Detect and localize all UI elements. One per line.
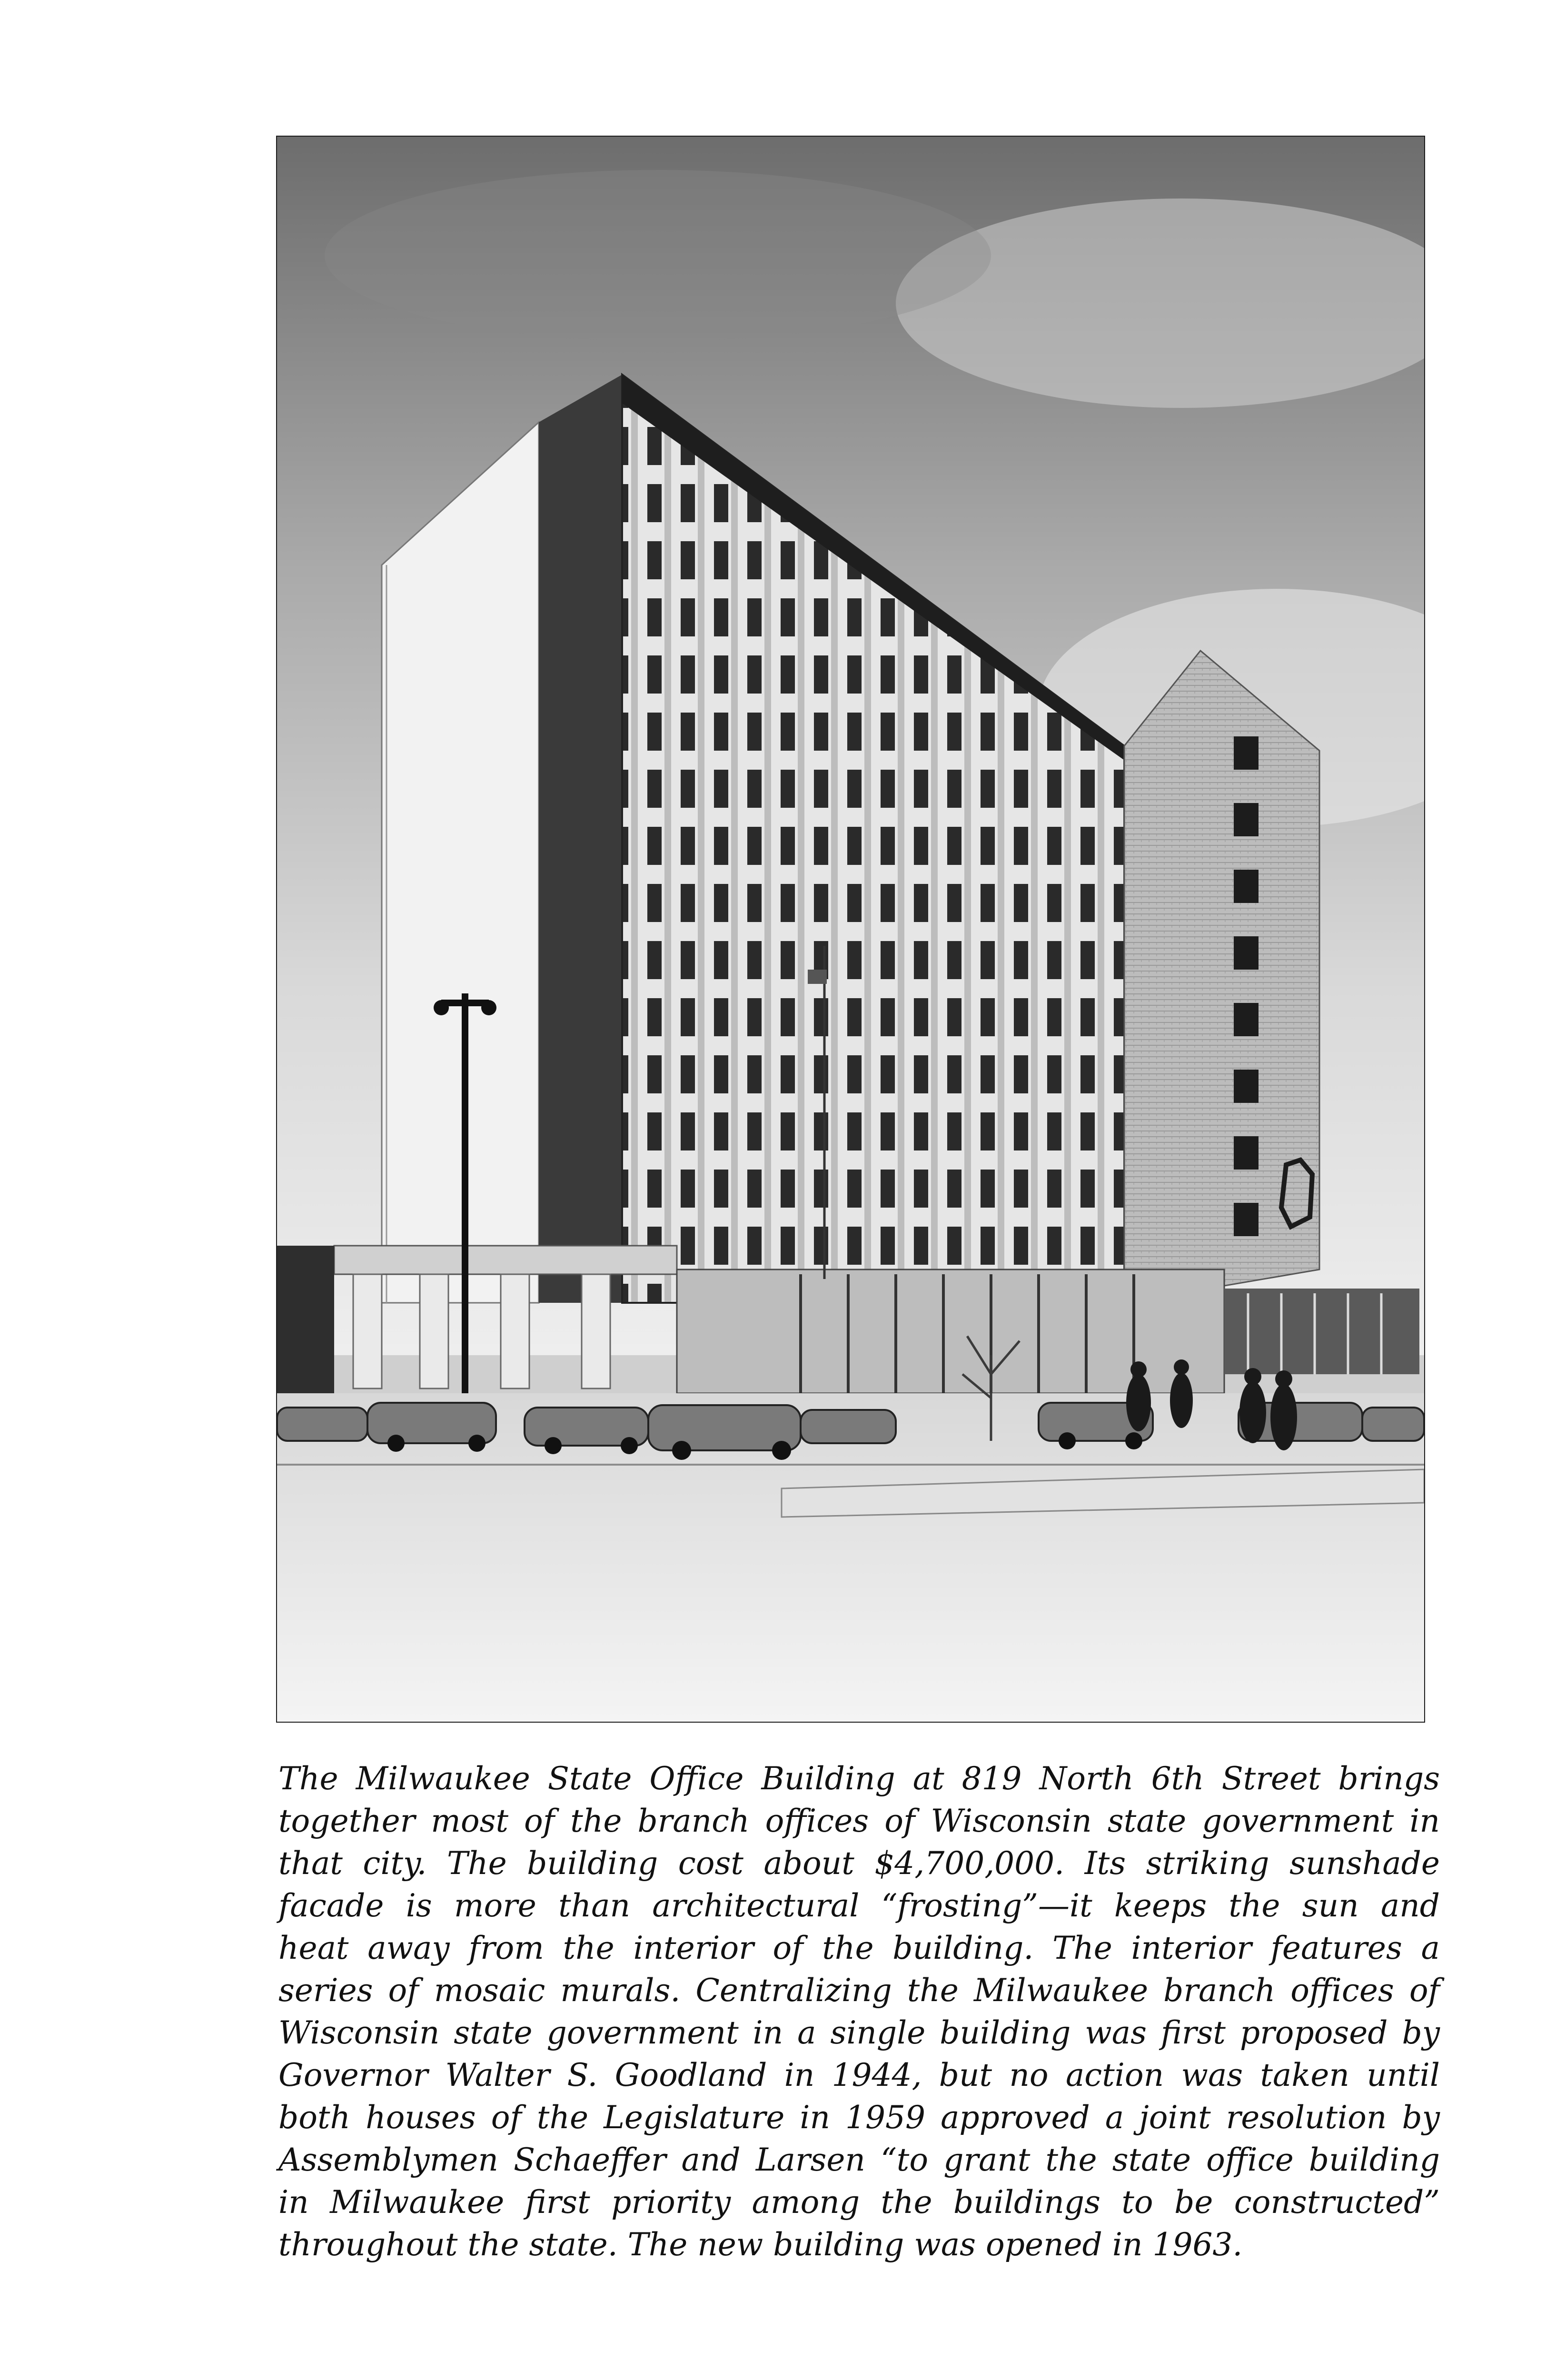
caption-line: Governor Walter S. Goodland in 1944, but no action was taken until — [278, 2057, 1440, 2093]
caption-line: together most of the branch offices of Wisconsin state government in — [278, 1803, 1440, 1839]
caption-line: Assemblymen Schaeffer and Larsen “to grant the state office building — [278, 2142, 1440, 2178]
building-photograph — [276, 136, 1425, 1723]
caption-line: that city. The building cost about $4,700,000. Its striking sunshade — [278, 1845, 1440, 1882]
caption-line: throughout the state. The new building was opened in 1963. — [278, 2226, 1243, 2263]
glass-pavilion — [1224, 1289, 1419, 1374]
photo-caption — [278, 1757, 1440, 2266]
facade-edge — [539, 375, 622, 1303]
caption-line: series of mosaic murals. Centralizing the Milwaukee branch offices of — [278, 1972, 1440, 2009]
brick-tower — [1124, 651, 1319, 1303]
caption-line: Wisconsin state government in a single building was first proposed by — [278, 2014, 1440, 2051]
caption-line: The Milwaukee State Office Building at 819 North 6th Street brings — [278, 1760, 1440, 1797]
left-end-wall — [382, 422, 539, 1303]
caption-line: both houses of the Legislature in 1959 approved a joint resolution by — [278, 2099, 1440, 2136]
building-photo-illustration — [277, 137, 1424, 1722]
neighbouring-building — [277, 1246, 334, 1403]
caption-line: heat away from the interior of the building. The interior features a — [278, 1930, 1440, 1966]
caption-line: in Milwaukee first priority among the buildings to be constructed” — [278, 2184, 1440, 2221]
caption-line: facade is more than architectural “frosting”—it keeps the sun and — [278, 1887, 1440, 1924]
